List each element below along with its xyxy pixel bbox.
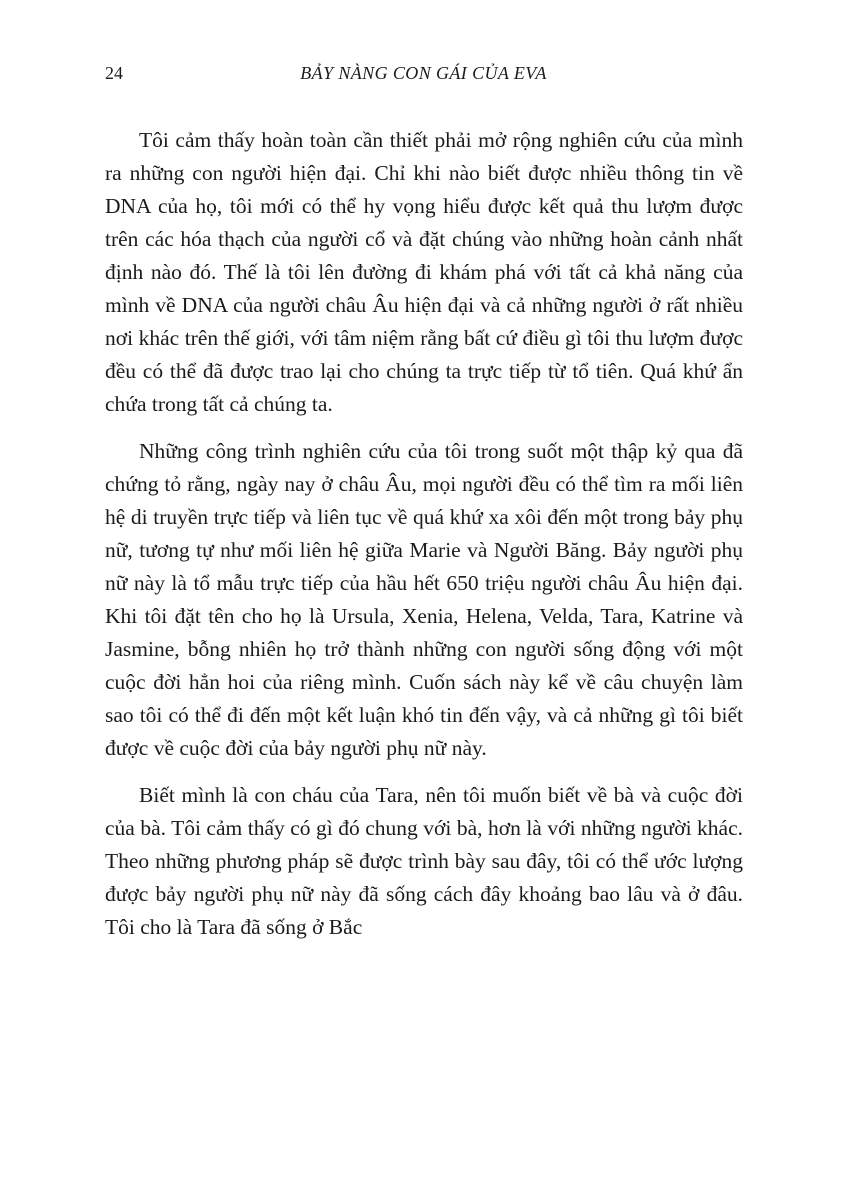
page-header [105,62,742,84]
page-number: 24 [105,63,123,83]
paragraph: Biết mình là con cháu của Tara, nên tôi muốn biết về bà và cuộc đời của bà. Tôi cảm thấy có gì đó chung với bà, hơn là với những người khác. Theo những phương pháp sẽ được trình bày sau đây, tôi có thể ước lượng được bảy người phụ nữ này đã sống cách đây khoảng bao lâu và ở đâu. Tôi cho là Tara đã sống ở Bắc [105,783,743,939]
paragraph: Những công trình nghiên cứu của tôi trong suốt một thập kỷ qua đã chứng tỏ rằng, ngày nay ở châu Âu, mọi người đều có thể tìm ra mối liên hệ di truyền trực tiếp và liên tục về quá khứ xa xôi đến một trong bảy phụ nữ, tương tự như mối liên hệ giữa Marie và Người Băng. Bảy người phụ nữ này là tổ mẫu trực tiếp của hầu hết 650 triệu người châu Âu hiện đại. Khi tôi đặt tên cho họ là Ursula, Xenia, Helena, Velda, Tara, Katrine và Jasmine, bỗng nhiên họ trở thành những con người sống động với một cuộc đời hẳn hoi của riêng mình. Cuốn sách này kể về câu chuyện làm sao tôi có thể đi đến một kết luận khó tin đến vậy, và cả những gì tôi biết được về cuộc đời của bảy người phụ nữ này. [105,439,743,760]
paragraph: Tôi cảm thấy hoàn toàn cần thiết phải mở rộng nghiên cứu của mình ra những con người hiện đại. Chỉ khi nào biết được nhiều thông tin về DNA của họ, tôi mới có thể hy vọng hiểu được kết quả thu lượm được trên các hóa thạch của người cổ và đặt chúng vào những hoàn cảnh nhất định nào đó. Thế là tôi lên đường đi khám phá với tất cả khả năng của mình về DNA của người châu Âu hiện đại và cả những người ở rất nhiều nơi khác trên thế giới, với tâm niệm rằng bất cứ điều gì tôi thu lượm được đều có thể đã được trao lại cho chúng ta trực tiếp từ tổ tiên. Quá khứ ẩn chứa trong tất cả chúng ta. [105,128,743,416]
page-body [105,124,743,944]
running-title: BẢY NÀNG CON GÁI CỦA EVA [300,63,547,83]
